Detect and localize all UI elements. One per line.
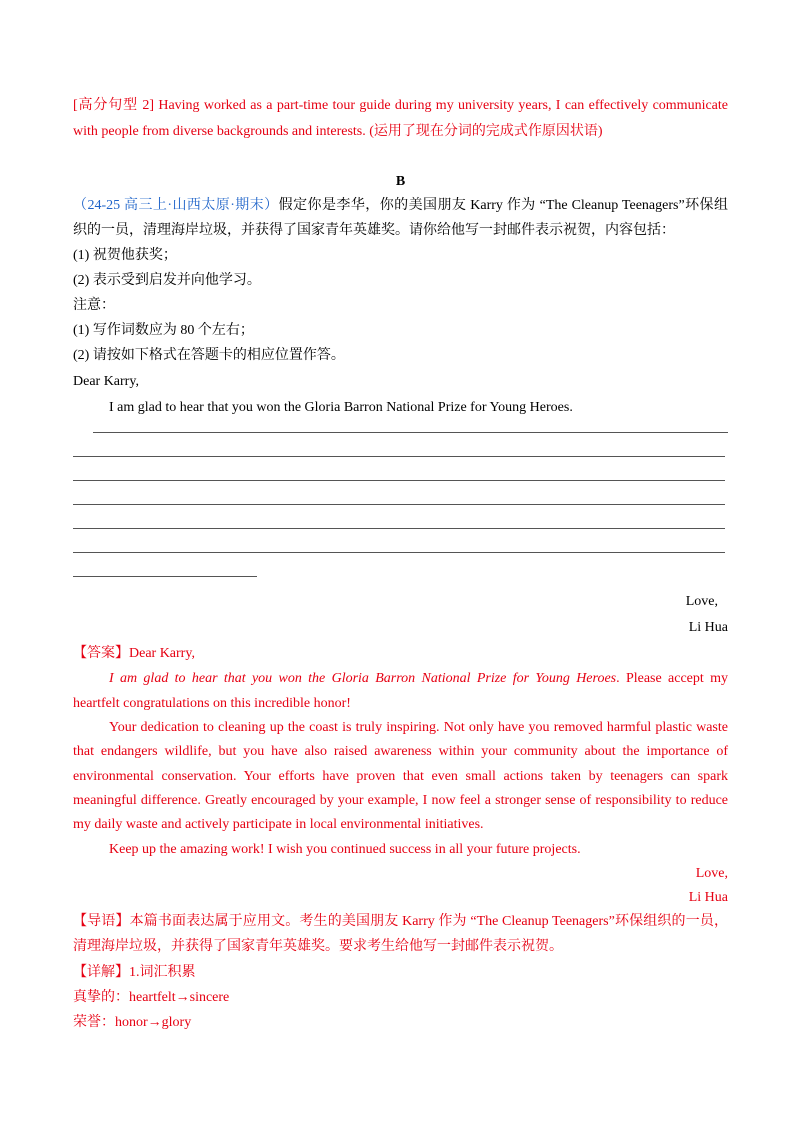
prompt-point-1: (1) 祝贺他获奖； — [73, 248, 177, 263]
prompt-greeting: Dear Karry, — [73, 374, 139, 389]
prompt-line-1 — [73, 196, 728, 216]
vocab-item-2: 荣誉：honor→glory — [73, 1015, 192, 1030]
answer-line — [73, 480, 725, 481]
prompt-line-2: 织的一员，清理海岸垃圾，并获得了国家青年英雄奖。请你给他写一封邮件表示祝贺，内容包括： — [73, 223, 675, 238]
answer-p2-line-1: Your dedication to cleaning up the coast is truly inspiring. Not only have you removed harmful plastic waste — [109, 720, 728, 735]
sentence-pattern-line-2: with people from diverse backgrounds and interests. (运用了现在分词的完成式作原因状语) — [73, 124, 603, 139]
prompt-point-2: (2) 表示受到启发并向他学习。 — [73, 273, 261, 288]
prompt-closing: Love, — [685, 594, 718, 609]
answer-p1-italic: I am glad to hear that you won the Gloria Barron National Prize for Young Heroes — [109, 671, 617, 686]
answer-line — [73, 456, 725, 457]
guide-line-2: 清理海岸垃圾，并获得了国家青年英雄奖。要求考生给他写一封邮件表示祝贺。 — [73, 939, 563, 954]
answer-p1-rest: . Please accept my — [616, 671, 729, 686]
answer-line — [93, 432, 728, 433]
note-2: (2) 请按如下格式在答题卡的相应位置作答。 — [73, 348, 345, 363]
prompt-source: （24-25 高三上·山西太原·期末） — [73, 198, 279, 213]
note-1: (1) 写作词数应为 80 个左右； — [73, 323, 254, 338]
answer-p2-line-3: environmental conservation. Your efforts have proven that even small actions taken by teenagers can spark — [73, 769, 728, 784]
answer-closing: Love, — [695, 866, 728, 881]
answer-p2-line-4: meaningful difference. Greatly encouraged by your example, I now feel a stronger sense of responsibility to reduce — [73, 793, 728, 808]
answer-label: 【答案】 — [73, 646, 129, 661]
guide-text-1: 本篇书面表达属于应用文。考生的美国朋友 Karry 作为 “The Cleanup Teenagers”环保组织的一员， — [129, 914, 728, 929]
answer-signature: Li Hua — [688, 890, 728, 905]
detail-heading — [73, 963, 728, 983]
answer-p2-line-2: that endangers wildlife, but you have also raised awareness within your community about the importance of — [73, 744, 728, 759]
section-letter: B — [395, 174, 406, 189]
prompt-opening: I am glad to hear that you won the Gloria Barron National Prize for Young Heroes. — [109, 400, 573, 415]
answer-p1-line-1 — [73, 669, 728, 689]
answer-line — [73, 504, 725, 505]
answer-p1-line-2: heartfelt congratulations on this incredible honor! — [73, 696, 351, 711]
detail-label: 【详解】 — [73, 965, 129, 980]
answer-line — [73, 576, 257, 577]
guide-line-1 — [73, 912, 728, 932]
answer-p2-line-5: my daily waste and actively participate in local environmental initiatives. — [73, 817, 484, 832]
guide-label: 【导语】 — [73, 914, 130, 929]
note-title: 注意： — [73, 298, 115, 313]
answer-greeting: Dear Karry, — [129, 646, 195, 661]
vocab-item-1: 真挚的：heartfelt→sincere — [73, 990, 230, 1005]
detail-heading-text: 1.词汇积累 — [129, 965, 196, 980]
answer-line — [73, 552, 725, 553]
answer-p3: Keep up the amazing work! I wish you continued success in all your future projects. — [109, 842, 581, 857]
answer-line — [73, 528, 725, 529]
sentence-pattern-line-1: [高分句型 2] Having worked as a part-time tour guide during my university years, I can effectively communicate — [73, 98, 728, 113]
answer-heading — [73, 644, 728, 664]
prompt-line-1-text: 假定你是李华，你的美国朋友 Karry 作为 “The Cleanup Teenagers”环保组 — [278, 198, 728, 213]
prompt-signature: Li Hua — [688, 620, 728, 635]
